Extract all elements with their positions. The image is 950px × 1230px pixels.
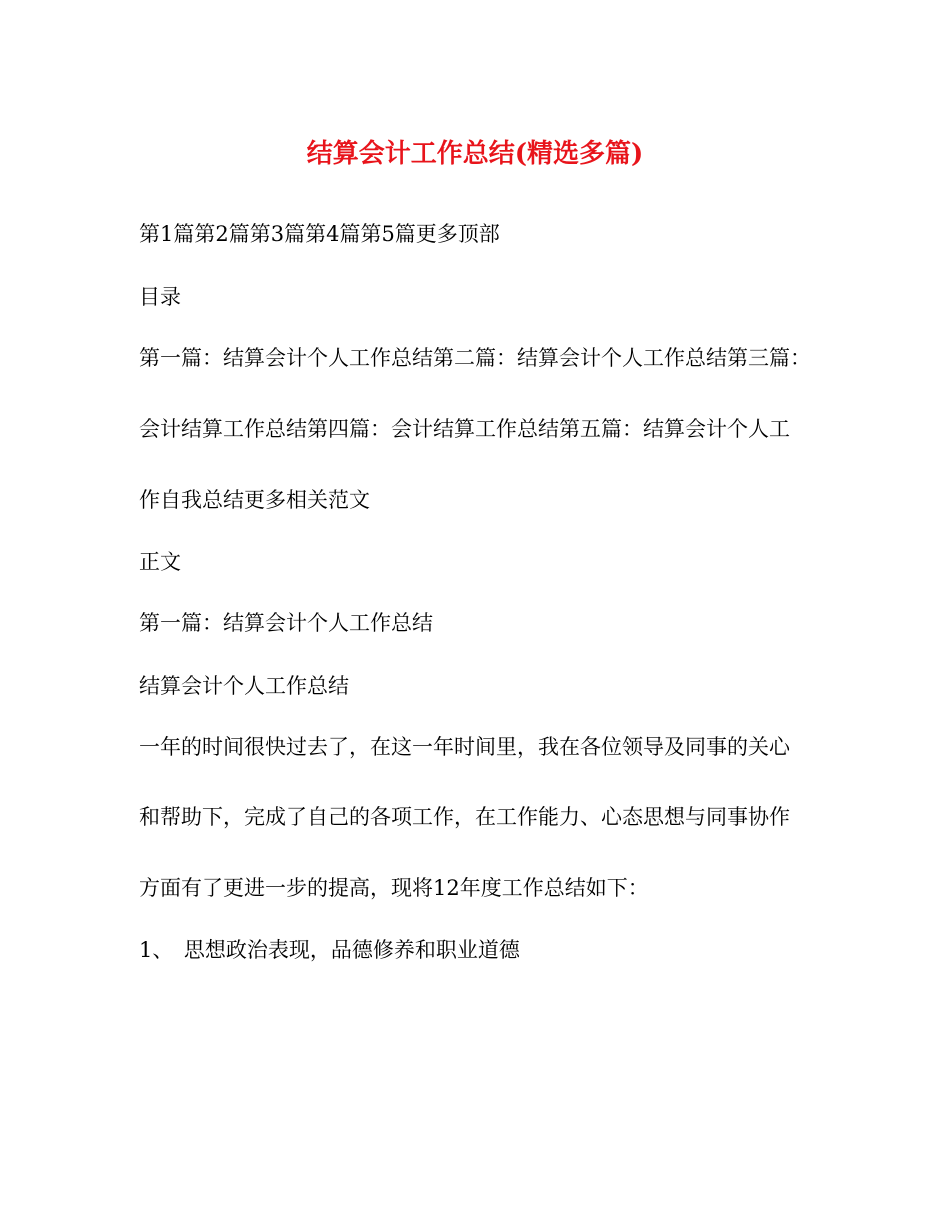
document-title: 结算会计工作总结(精选多篇) [306,139,644,169]
nav-line: 第1篇第2篇第3篇第4篇第5篇更多顶部 [139,222,500,246]
toc-line: 第一篇：结算会计个人工作总结第二篇：结算会计个人工作总结第三篇： [139,346,811,370]
toc-line: 会计结算工作总结第四篇：会计结算工作总结第五篇：结算会计个人工 [139,417,790,441]
paragraph-line: 一年的时间很快过去了，在这一年时间里，我在各位领导及同事的关心 [139,735,790,759]
toc-line: 作自我总结更多相关范文 [139,488,370,512]
toc-heading: 目录 [139,285,181,309]
section-subtitle: 结算会计个人工作总结 [139,674,349,698]
section-title: 第一篇：结算会计个人工作总结 [139,611,433,635]
paragraph-line: 和帮助下，完成了自己的各项工作，在工作能力、心态思想与同事协作 [139,805,790,829]
list-item: 1、 思想政治表现，品德修养和职业道德 [139,938,520,962]
body-heading: 正文 [139,550,181,574]
paragraph-line: 方面有了更进一步的提高，现将12年度工作总结如下： [139,876,649,900]
